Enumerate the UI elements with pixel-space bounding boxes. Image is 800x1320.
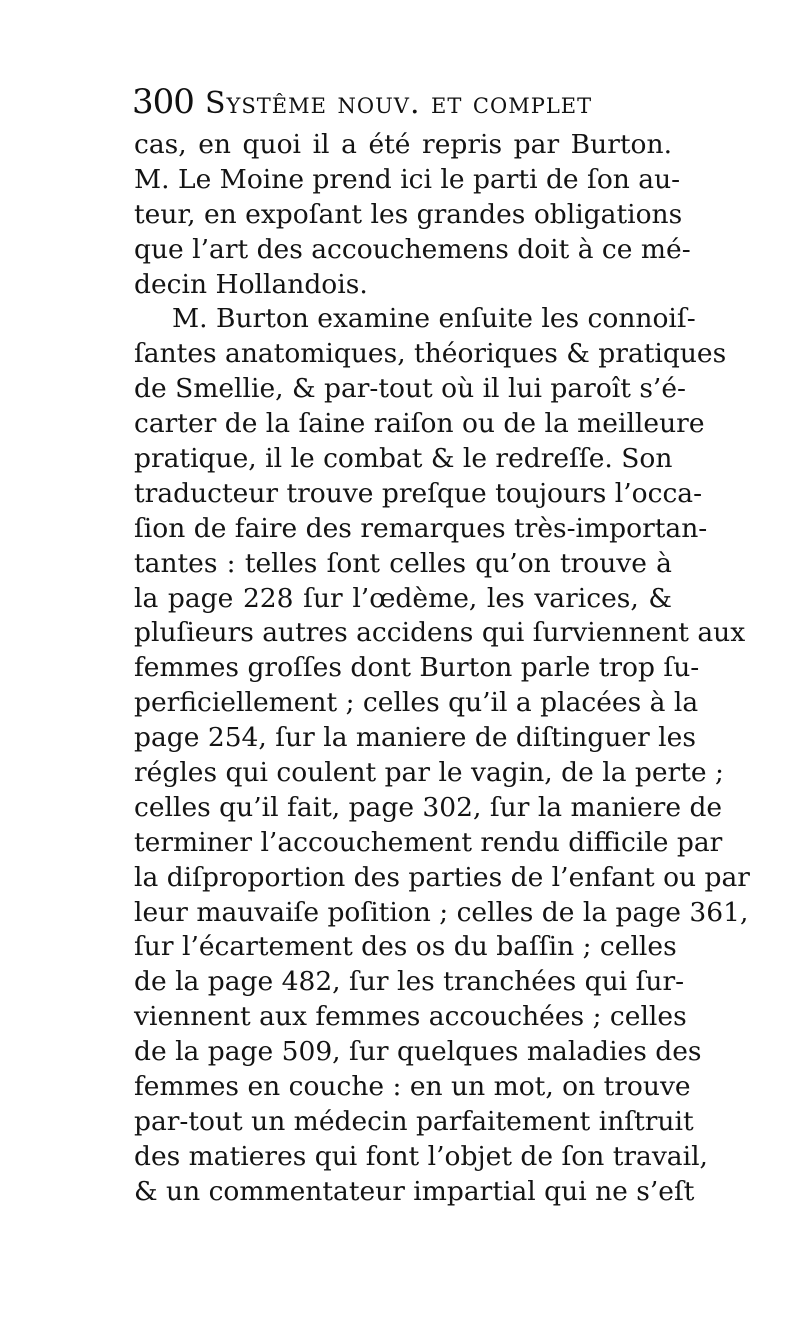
text-line: par-tout un médecin parfaitement inſtruit — [134, 1105, 694, 1137]
text-line: & un commentateur impartial qui ne s’eſt — [134, 1175, 695, 1207]
text-line: tantes : telles ſont celles qu’on trouve à — [134, 547, 672, 579]
text-line: la diſproportion des parties de l’enfant ou par — [134, 861, 750, 893]
text-line: régles qui coulent par le vagin, de la perte ; — [134, 757, 724, 789]
text-line: carter de la ſaine raiſon ou de la meilleure — [134, 408, 705, 440]
text-line: de Smellie, & par-tout où il lui paroît s’é- — [134, 373, 686, 405]
text-line: pluſieurs autres accidens qui ſurviennent aux — [134, 617, 746, 649]
text-line: perficiellement ; celles qu’il a placées à la — [134, 687, 699, 719]
page-number: 300 — [132, 82, 194, 122]
running-head-title: Systême nouv. et complet — [205, 86, 593, 121]
text-line: la page 228 ſur l’œdème, les varices, & — [134, 582, 672, 614]
text-line: terminer l’accouchement rendu difficile par — [134, 826, 723, 858]
text-line: traducteur trouve preſque toujours l’occa- — [134, 477, 703, 509]
text-line: M. Burton examine enſuite les connoiſ- — [172, 303, 696, 335]
text-line: de la page 509, ſur quelques maladies des — [134, 1036, 702, 1068]
text-line: femmes en couche : en un mot, on trouve — [134, 1071, 691, 1103]
text-line: des matieres qui font l’objet de ſon travail, — [134, 1140, 708, 1172]
text-line: celles qu’il fait, page 302, ſur la maniere de — [134, 791, 723, 823]
text-line: decin Hollandois. — [134, 268, 368, 300]
text-line: ſion de faire des remarques très-importan- — [134, 512, 708, 544]
body-text — [134, 128, 750, 1210]
text-line: pratique, il le combat & le redreſſe. Son — [134, 443, 673, 475]
text-line: ſantes anatomiques, théoriques & pratiques — [134, 338, 727, 370]
text-line: cas, en quoi il a été repris par Burton. — [134, 129, 672, 160]
text-line: viennent aux femmes accouchées ; celles — [134, 1001, 687, 1033]
text-line: que l’art des accouchemens doit à ce mé- — [134, 233, 691, 265]
text-line: de la page 482, ſur les tranchées qui ſur- — [134, 966, 685, 998]
text-line: M. Le Moine prend ici le parti de ſon au- — [134, 163, 681, 195]
running-head — [132, 78, 672, 126]
text-line: page 254, ſur la maniere de diſtinguer les — [134, 722, 696, 754]
text-line: femmes groſſes dont Burton parle trop ſu- — [134, 652, 700, 684]
text-line: teur, en expoſant les grandes obligations — [134, 198, 683, 230]
text-line: ſur l’écartement des os du baſſin ; celles — [134, 931, 677, 963]
text-line: leur mauvaiſe poſition ; celles de la page 361, — [134, 896, 749, 928]
